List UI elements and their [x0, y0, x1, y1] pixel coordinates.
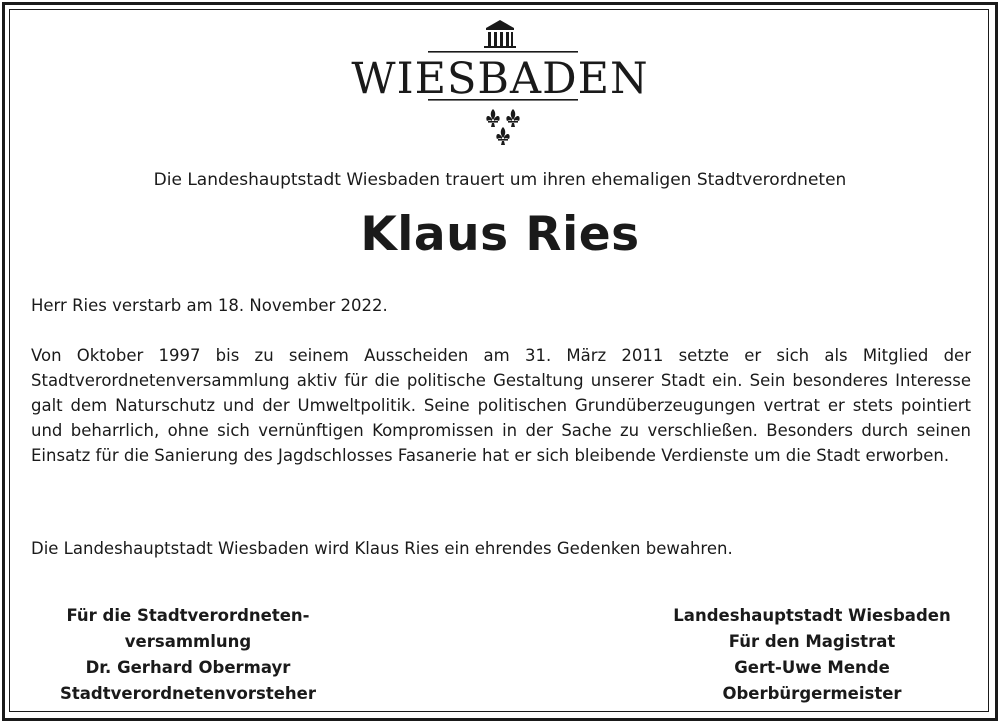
logo-top-rule [428, 51, 578, 53]
signatory-title: Oberbürgermeister [722, 684, 902, 703]
signatory-title: Stadtverordnetenvorsteher [60, 684, 316, 703]
wiesbaden-logo [350, 18, 650, 150]
fleur-de-lis-icon [486, 109, 519, 145]
temple-icon [484, 20, 516, 48]
signature-block-council [23, 603, 353, 707]
signature-block-magistrate [647, 603, 977, 707]
closing-paragraph: Die Landeshauptstadt Wiesbaden wird Klaus Ries ein ehrendes Gedenken bewahren. [31, 539, 733, 558]
signature-line: Für die Stadtverordneten- [66, 606, 310, 625]
deceased-name: Klaus Ries [360, 207, 640, 262]
signature-line: Landeshauptstadt Wiesbaden [673, 606, 951, 625]
signatory-name: Dr. Gerhard Obermayr [85, 658, 291, 677]
intro-line: Die Landeshauptstadt Wiesbaden trauert um ihren ehemaligen Stadtverordneten [153, 170, 847, 190]
logo-wordmark: WIESBADEN [351, 54, 649, 104]
signature-line: versammlung [124, 632, 252, 651]
signatory-name: Gert-Uwe Mende [734, 658, 890, 677]
signature-line: Für den Magistrat [728, 632, 896, 651]
death-date-paragraph: Herr Ries verstarb am 18. November 2022. [31, 296, 388, 315]
biography-paragraph: Von Oktober 1997 bis zu seinem Ausscheiden am 31. März 2011 setzte er sich als Mitglied der Stadtverordnetenversammlung aktiv für die politische Gestaltung unserer Stadt ein. Sein besonderes Interesse galt dem Naturschutz und der Umweltpolitik. Seine politischen Grundüberzeugungen vertrat er stets pointiert und beharrlich, ohne sich vernünftigen Kompromissen in der Sache zu verschließen. Besonders durch seinen Einsatz für die Sanierung des Jagdschlosses Fasanerie hat er sich bleibende Verdienste um die Stadt erworben. [31, 346, 971, 465]
